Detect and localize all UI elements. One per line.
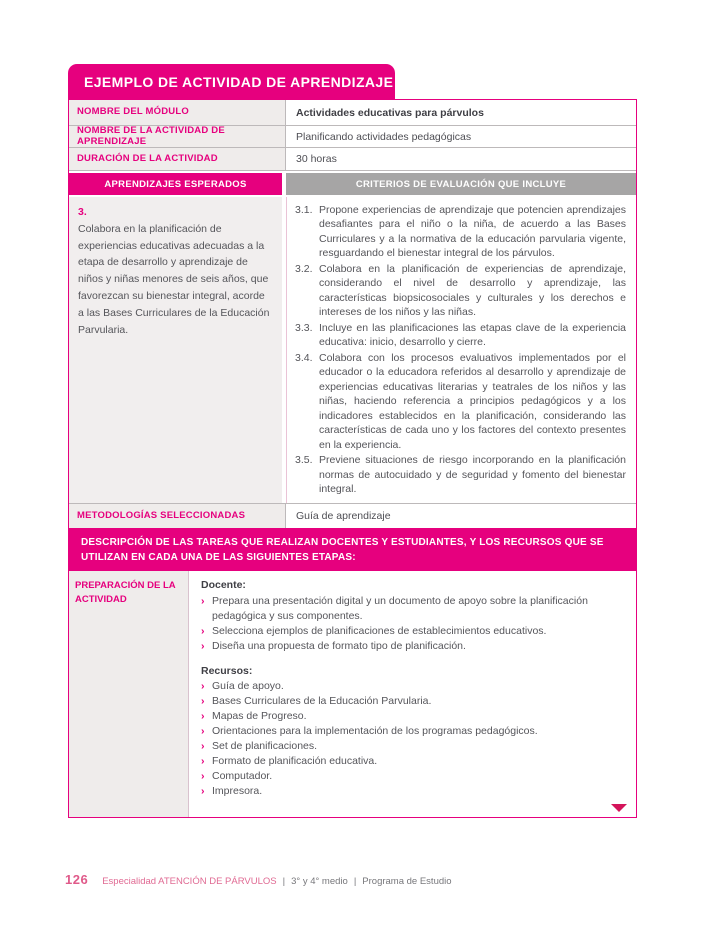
- recurso-item-text: Guía de apoyo.: [212, 680, 284, 693]
- info-label: NOMBRE DE LA ACTIVIDAD DE APRENDIZAJE: [69, 126, 286, 147]
- recurso-item-text: Computador.: [212, 769, 273, 782]
- aprendizaje-number: 3.: [78, 206, 87, 218]
- column-header-row: [69, 171, 636, 197]
- list-bullet-icon: ›: [201, 624, 205, 637]
- footer-meta: [102, 876, 451, 887]
- list-bullet-icon: ›: [201, 754, 205, 767]
- criterio-number: 3.1.: [295, 204, 313, 216]
- aprendizaje-text: Colabora en la planificación de experiencias educativas adecuadas a la etapa de desarrollo y aprendizaje de niños y niñas menores de seis años, que favorezcan su bienestar integral, acorde a las Bases Curriculares de la Educación Parvularia.: [78, 222, 270, 336]
- docente-item: [201, 624, 624, 639]
- continuation-arrow-icon: [611, 804, 627, 812]
- criterio-text: Propone experiencias de aprendizaje que potencien aprendizajes desafiantes para el niño o la niña, de acuerdo a las Bases Curriculares y a la normativa de la educación parvularia vigente, resguardando el bienestar integral de los párvulos.: [319, 204, 626, 260]
- page-footer: [65, 872, 452, 887]
- metodologias-label: METODOLOGÍAS SELECCIONADAS: [69, 504, 286, 528]
- criterio-number: 3.2.: [295, 262, 313, 275]
- document-title: EJEMPLO DE ACTIVIDAD DE APRENDIZAJE: [84, 73, 394, 90]
- criterio-number: 3.5.: [295, 454, 313, 467]
- footer-grade: 3° y 4° medio: [291, 876, 348, 887]
- header-criterios-evaluacion: CRITERIOS DE EVALUACIÓN QUE INCLUYE: [286, 173, 636, 195]
- criterio-number: 3.3.: [295, 321, 313, 334]
- list-bullet-icon: ›: [201, 769, 205, 782]
- descripcion-banner-text: DESCRIPCIÓN DE LAS TAREAS QUE REALIZAN DOCENTES Y ESTUDIANTES, Y LOS RECURSOS QUE SE UTILIZAN EN CADA UNA DE LAS SIGUIENTES ETAPAS:: [81, 536, 604, 563]
- recurso-item: [201, 739, 624, 754]
- recursos-title: Recursos:: [201, 664, 253, 677]
- header-aprendizajes-esperados: APRENDIZAJES ESPERADOS: [69, 173, 282, 195]
- criterio-item: [295, 262, 626, 320]
- info-label: NOMBRE DEL MÓDULO: [69, 100, 286, 125]
- info-row-actividad: [69, 126, 636, 148]
- list-bullet-icon: ›: [201, 695, 205, 708]
- recurso-item-text: Mapas de Progreso.: [212, 710, 307, 723]
- docente-item: [201, 594, 624, 624]
- page-number: 126: [65, 872, 89, 887]
- docente-item-text: Prepara una presentación digital y un documento de apoyo sobre la planificación pedagógica y sus componentes.: [212, 594, 588, 622]
- list-bullet-icon: ›: [201, 725, 205, 738]
- info-label: DURACIÓN DE LA ACTIVIDAD: [69, 148, 286, 170]
- recurso-item: [201, 754, 624, 769]
- list-bullet-icon: ›: [201, 784, 205, 797]
- descripcion-banner: [69, 528, 636, 571]
- content-row: [69, 197, 636, 504]
- criterio-item: [295, 351, 626, 452]
- recurso-item: [201, 769, 624, 784]
- criterio-text: Colabora con los procesos evaluativos implementados por el educador o la educadora referidos al desarrollo y aprendizaje de experiencias educativas literarias y teatrales de los niños y las niñas, haciendo referencia a principios pedagógicos y a los indicadores establecidos en la planificación, considerando las características de cada uno y los factores del contexto presentes en la experiencia.: [319, 351, 626, 451]
- list-bullet-icon: ›: [201, 594, 205, 607]
- list-bullet-icon: ›: [201, 710, 205, 723]
- docente-item: [201, 639, 624, 654]
- document-title-tab: [68, 64, 395, 99]
- list-bullet-icon: ›: [201, 680, 205, 693]
- criterio-text: Colabora en la planificación de experiencias de aprendizaje, considerando el nivel de desarrollo y aprendizaje, las características biopsicosociales y culturales y los derechos e intereses de los niños y las niñas.: [319, 262, 626, 319]
- metodologias-value: Guía de aprendizaje: [286, 504, 636, 528]
- criterio-text: Incluye en las planificaciones las etapas clave de la experiencia educativa: inicio, desarrollo y cierre.: [319, 321, 626, 349]
- metodologias-row: [69, 504, 636, 528]
- footer-separator: |: [282, 876, 286, 887]
- footer-separator: |: [353, 876, 357, 887]
- info-row-modulo: [69, 100, 636, 126]
- recurso-item: [201, 679, 624, 694]
- docente-title: Docente:: [201, 579, 246, 591]
- list-bullet-icon: ›: [201, 639, 205, 652]
- docente-item-text: Selecciona ejemplos de planificaciones de establecimientos educativos.: [212, 624, 547, 637]
- aprendizaje-esperado-cell: [69, 197, 282, 503]
- info-value: 30 horas: [286, 148, 636, 170]
- preparacion-label: PREPARACIÓN DE LA ACTIVIDAD: [69, 571, 189, 817]
- docente-item-text: Diseña una propuesta de formato tipo de planificación.: [212, 639, 466, 652]
- info-row-duracion: [69, 148, 636, 171]
- recurso-item: [201, 724, 624, 739]
- criterios-cell: [286, 197, 636, 503]
- preparacion-content: [189, 571, 636, 817]
- recurso-item: [201, 709, 624, 724]
- spacer: [201, 654, 624, 664]
- criterio-text: Previene situaciones de riesgo incorporando en la planificación normas de autocuidado y de seguridad y fomento del bienestar integral.: [319, 454, 626, 496]
- recurso-item: [201, 694, 624, 709]
- list-bullet-icon: ›: [201, 740, 205, 753]
- info-value: Planificando actividades pedagógicas: [286, 126, 636, 147]
- recurso-item-text: Impresora.: [212, 784, 263, 797]
- recurso-item-text: Formato de planificación educativa.: [212, 754, 378, 767]
- footer-program: Programa de Estudio: [362, 876, 452, 887]
- criterio-item: [295, 203, 626, 261]
- recurso-item: [201, 784, 624, 799]
- criterio-item: [295, 321, 626, 350]
- activity-table: [68, 99, 637, 818]
- preparacion-row: [69, 571, 636, 817]
- criterio-item: [295, 453, 626, 496]
- info-value: Actividades educativas para párvulos: [286, 100, 636, 125]
- recurso-item-text: Set de planificaciones.: [212, 740, 318, 753]
- criterio-number: 3.4.: [295, 351, 313, 364]
- footer-specialty: Especialidad ATENCIÓN DE PÁRVULOS: [102, 876, 277, 887]
- recurso-item-text: Bases Curriculares de la Educación Parvularia.: [212, 695, 432, 708]
- recurso-item-text: Orientaciones para la implementación de los programas pedagógicos.: [212, 725, 538, 738]
